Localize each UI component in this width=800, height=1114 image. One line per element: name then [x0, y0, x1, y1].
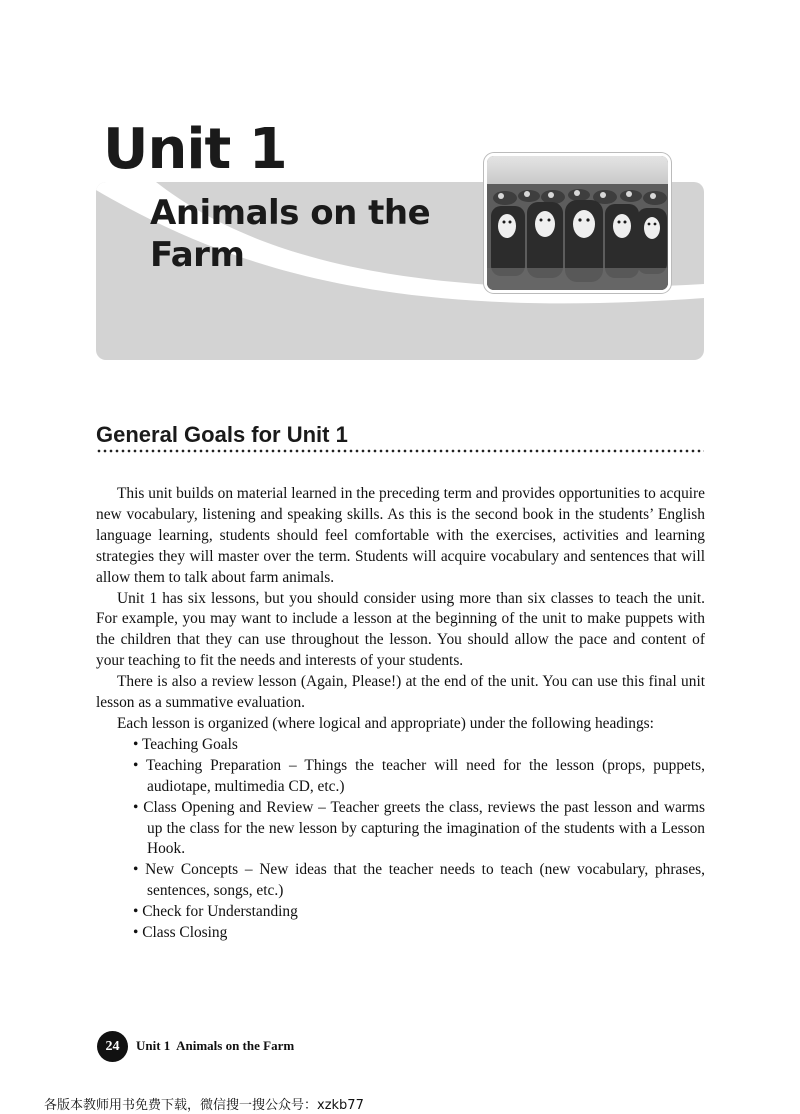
list-item: • Class Opening and Review – Teacher greets the class, reviews the past lesson and warms up the class for the new lesson by capturing the imagination of the students with a Lesson Hook.	[133, 798, 705, 858]
watermark-text: 各版本教师用书免费下载，微信搜一搜公众号：xzkb77	[44, 1098, 364, 1113]
section-heading: General Goals for Unit 1	[96, 422, 348, 447]
paragraph: There is also a review lesson (Again, Please!) at the end of the unit. You can use this final unit lesson as a summative evaluation.	[96, 673, 705, 712]
subtitle-line-2: Farm	[150, 235, 245, 275]
paragraph: This unit builds on material learned in the preceding term and provides opportunities to acquire new vocabulary, listening and speaking skills. As this is the second book in the students’ English language learning, students should feel comfortable with the exercises, activities and learning strategies they will master over the term. Students will acquire vocabulary and sentences that will allow them to talk about farm animals.	[96, 485, 705, 586]
list-item: • Teaching Preparation – Things the teacher will need for the lesson (props, puppets, audiotape, multimedia CD, etc.)	[133, 756, 705, 795]
cattle-photo	[484, 153, 671, 293]
page-number: 24	[97, 1031, 128, 1062]
dotted-rule	[96, 449, 704, 453]
unit-subtitle	[150, 192, 430, 276]
list-item: • Teaching Goals	[133, 735, 238, 753]
running-title: Unit 1 Animals on the Farm	[136, 1038, 295, 1053]
unit-title: Unit 1	[103, 117, 287, 182]
paragraph: Each lesson is organized (where logical and appropriate) under the following headings:	[117, 714, 654, 732]
list-item: • Class Closing	[133, 924, 228, 942]
list-item: • Check for Understanding	[133, 903, 298, 921]
list-item: • New Concepts – New ideas that the teacher needs to teach (new vocabulary, phrases, sentences, songs, etc.)	[133, 861, 705, 900]
paragraph: Unit 1 has six lessons, but you should consider using more than six classes to teach the unit. For example, you may want to include a lesson at the beginning of the unit to make puppets with the children that they can use throughout the lesson. You should allow the pace and content of your teaching to fit the needs and interests of your students.	[96, 589, 705, 670]
cattle-illustration	[487, 156, 668, 290]
body-text	[96, 484, 705, 944]
subtitle-line-1: Animals on the	[150, 193, 431, 233]
lesson-headings-list	[96, 735, 705, 944]
